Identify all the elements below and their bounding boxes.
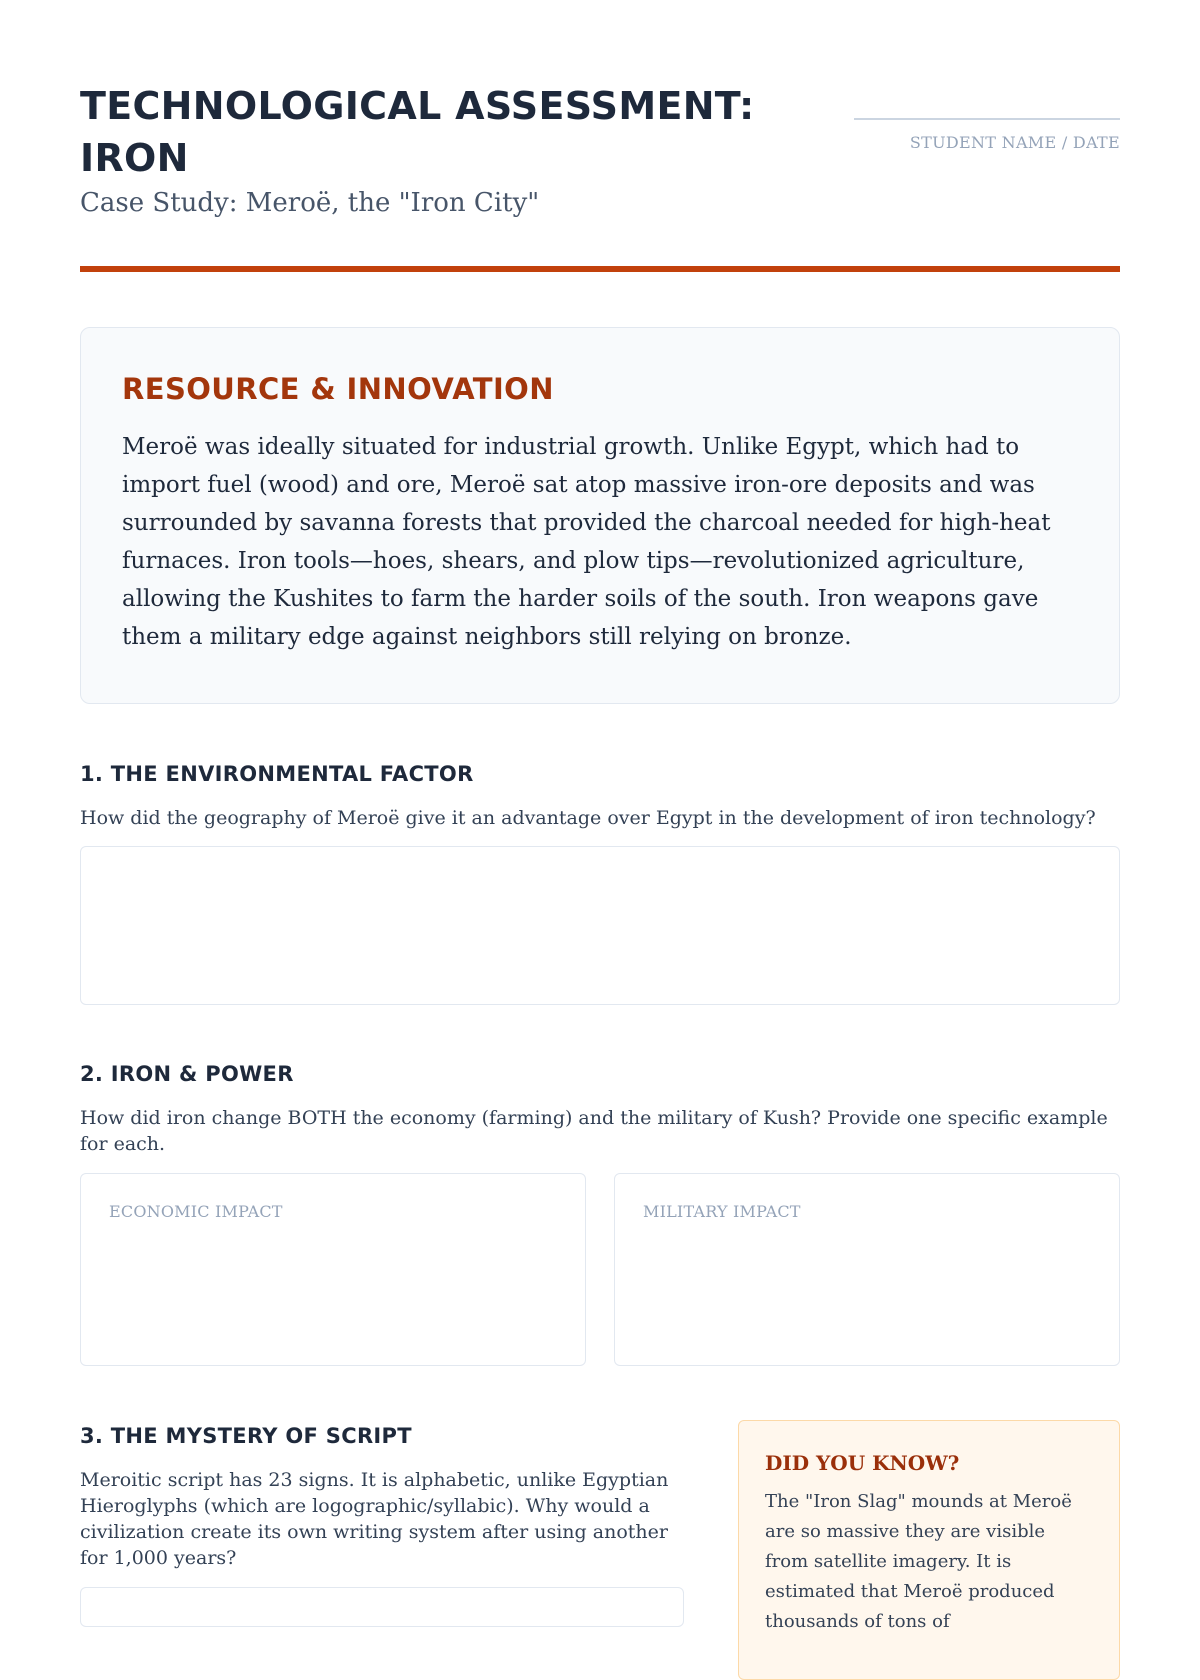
resource-box <box>80 327 1120 704</box>
student-name-line[interactable] <box>854 118 1120 120</box>
economic-impact-box[interactable] <box>80 1173 586 1366</box>
worksheet-page <box>80 0 1120 1632</box>
resource-heading: RESOURCE & INNOVATION <box>122 372 554 406</box>
question-2-text: How did iron change BOTH the economy (farming) and the military of Kush? Provide one specific example for each. <box>80 1107 1108 1155</box>
did-you-know-heading: DID YOU KNOW? <box>765 1451 960 1475</box>
page-subtitle: Case Study: Meroë, the "Iron City" <box>80 188 540 218</box>
question-3-text: Meroitic script has 23 signs. It is alphabetic, unlike Egyptian Hieroglyphs (which are logographic/syllabic). Why would a civilization create its own writing system after using another for 1,000 years? <box>80 1469 669 1569</box>
did-you-know-body: The "Iron Slag" mounds at Meroë are so massive they are visible from satellite imagery. It is estimated that Meroë produced thousands of tons of <box>765 1491 1072 1632</box>
header-divider <box>80 266 1120 272</box>
question-1-answer-box[interactable] <box>80 846 1120 1005</box>
military-impact-label: MILITARY IMPACT <box>643 1202 801 1221</box>
question-1-title: 1. THE ENVIRONMENTAL FACTOR <box>80 762 474 786</box>
student-name-label: STUDENT NAME / DATE <box>909 133 1120 152</box>
page-title: TECHNOLOGICAL ASSESSMENT: IRON <box>80 84 755 180</box>
question-3-title: 3. THE MYSTERY OF SCRIPT <box>80 1424 412 1448</box>
question-1-text: How did the geography of Meroë give it an advantage over Egypt in the development of iron technology? <box>80 807 1096 829</box>
did-you-know-box <box>738 1420 1120 1680</box>
military-impact-box[interactable] <box>614 1173 1120 1366</box>
question-3-answer-box[interactable] <box>80 1587 684 1627</box>
economic-impact-label: ECONOMIC IMPACT <box>109 1202 283 1221</box>
question-2-title: 2. IRON & POWER <box>80 1062 294 1086</box>
resource-body: Meroë was ideally situated for industrial growth. Unlike Egypt, which had to import fuel (wood) and ore, Meroë sat atop massive iron-ore deposits and was surrounded by savanna forests that provided the charcoal needed for high-heat furnaces. Iron tools—hoes, shears, and plow tips—revolutionized agriculture, allowing the Kushites to farm the harder soils of the south. Iron weapons gave them a military edge against neighbors still relying on bronze. <box>122 434 1051 650</box>
